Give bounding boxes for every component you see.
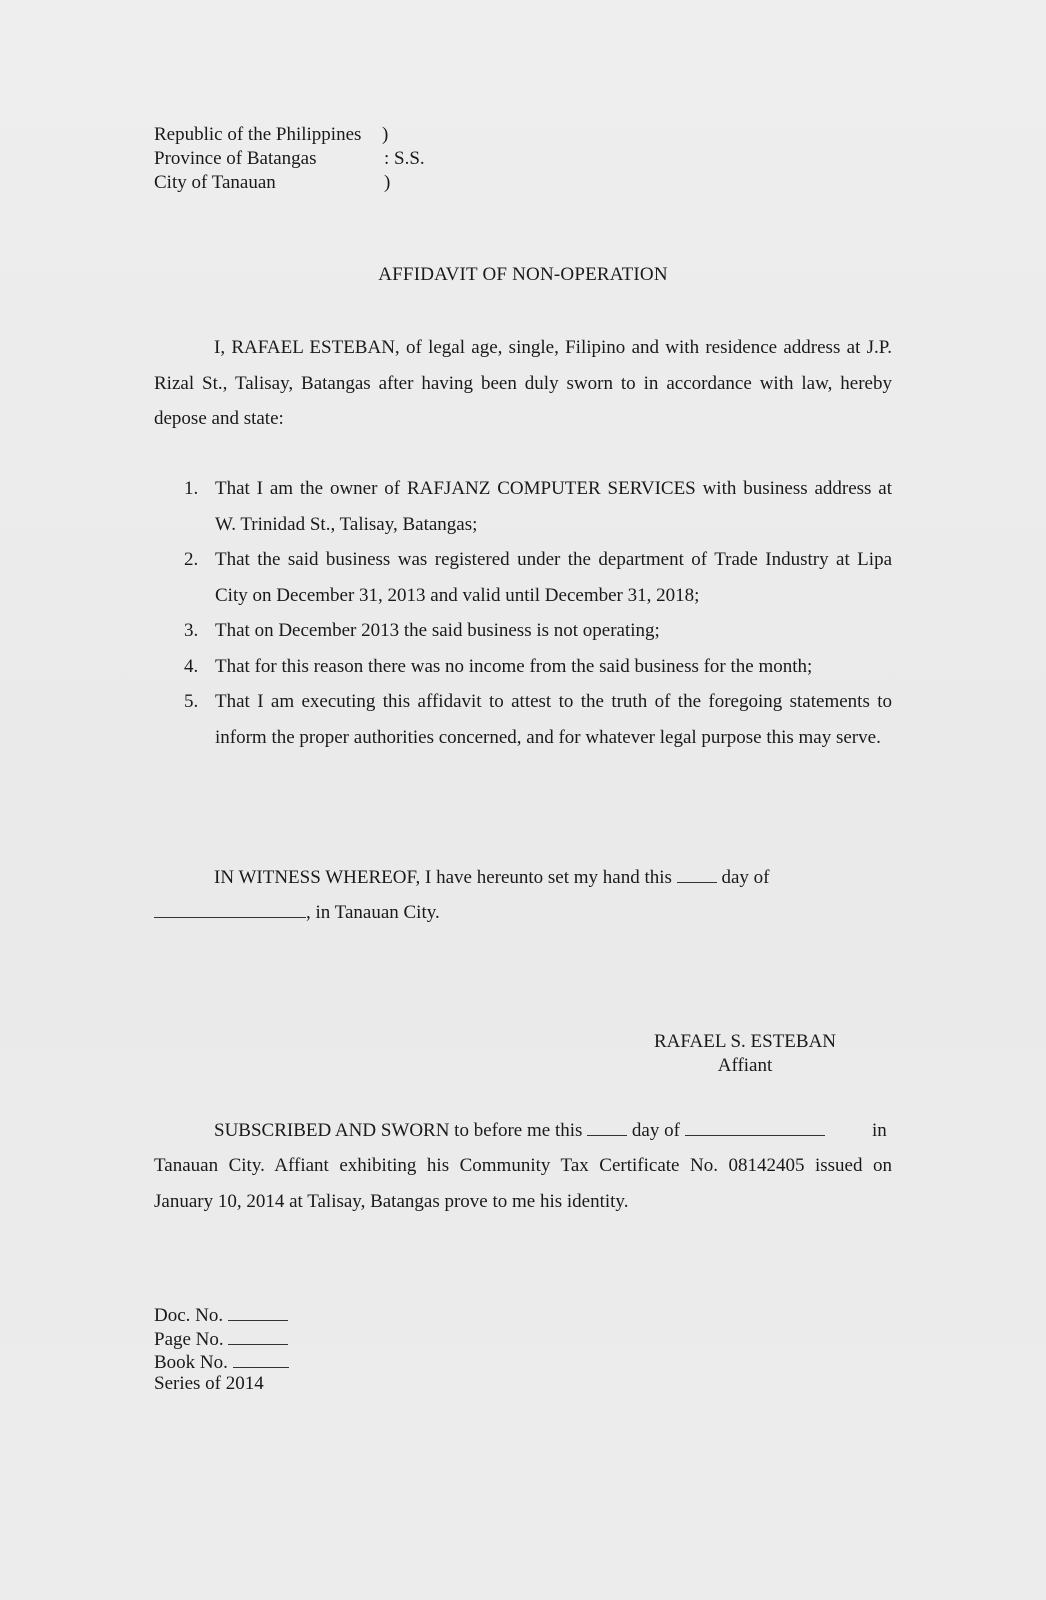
jurat-month-blank <box>685 1117 825 1136</box>
intro-paragraph: I, RAFAEL ESTEBAN, of legal age, single, Filipino and with residence address at J.P. Rizal St., Talisay, Batangas after having been duly sworn to in accordance with law, hereby depose and state: <box>154 337 892 429</box>
venue-mark: ) <box>382 124 389 145</box>
affiant-role: Affiant <box>717 1055 773 1076</box>
statement-list <box>154 471 892 755</box>
jurat-day-blank <box>587 1117 627 1136</box>
day-blank <box>677 864 717 883</box>
doc-no-blank <box>228 1302 288 1321</box>
witness-line-2 <box>154 895 440 931</box>
venue-line-republic <box>154 123 454 147</box>
venue-line-province <box>154 147 454 171</box>
venue-label: Republic of the Philippines <box>154 124 362 145</box>
book-no-line <box>154 1349 289 1373</box>
affiant-name: RAFAEL S. ESTEBAN <box>653 1031 837 1052</box>
witness-text-2: day of <box>721 867 770 888</box>
statement-number: 5. <box>184 691 199 712</box>
doc-no-line <box>154 1302 288 1326</box>
venue-line-city <box>154 171 454 195</box>
page-no-label: Page No. <box>154 1329 224 1350</box>
statement-item <box>154 613 892 649</box>
jurat-paragraph: Tanauan City. Affiant exhibiting his Community Tax Certificate No. 08142405 issued on January 10, 2014 at Talisay, Batangas prove to me his identity. <box>154 1155 892 1212</box>
statement-item <box>154 471 892 542</box>
venue-label: City of Tanauan <box>154 172 276 193</box>
venue-mark: ) <box>384 172 391 193</box>
statement-text: That for this reason there was no income from the said business for the month; <box>215 655 813 677</box>
venue-label: Province of Batangas <box>154 148 317 169</box>
statement-item <box>154 684 892 755</box>
statement-item <box>154 649 892 685</box>
jurat-text-1: SUBSCRIBED AND SWORN to before me this <box>214 1120 583 1141</box>
venue-mark: : S.S. <box>384 148 425 169</box>
jurat-text-2: day of <box>631 1120 680 1141</box>
doc-no-label: Doc. No. <box>154 1305 224 1326</box>
book-no-label: Book No. <box>154 1352 228 1373</box>
statement-number: 1. <box>184 478 199 499</box>
statement-number: 4. <box>184 655 199 677</box>
statement-text: That I am the owner of RAFJANZ COMPUTER SERVICES with business address at W. Trinidad St., Talisay, Batangas; <box>215 478 892 535</box>
page-no-line <box>154 1326 288 1350</box>
statement-item <box>154 542 892 613</box>
witness-text-3: , in Tanauan City. <box>306 902 440 923</box>
book-no-blank <box>233 1349 289 1368</box>
jurat-line-1 <box>214 1113 825 1149</box>
statement-text: That the said business was registered under the department of Trade Industry at Lipa City on December 31, 2013 and valid until December 31, 2018; <box>215 549 892 606</box>
statement-number: 2. <box>184 549 199 570</box>
series-line: Series of 2014 <box>154 1373 264 1394</box>
statement-text: That on December 2013 the said business is not operating; <box>215 620 660 641</box>
document-title: AFFIDAVIT OF NON-OPERATION <box>378 264 668 285</box>
page-no-blank <box>228 1326 288 1345</box>
witness-paragraph <box>154 860 892 896</box>
statement-number: 3. <box>184 620 199 641</box>
witness-text-1: IN WITNESS WHEREOF, I have hereunto set my hand this <box>214 867 672 888</box>
statement-text: That I am executing this affidavit to attest to the truth of the foregoing statements to inform the proper authorities concerned, and for whatever legal purpose this may serve. <box>215 691 892 748</box>
jurat-in: in <box>872 1120 887 1141</box>
month-blank <box>154 899 306 918</box>
affiant-signature-block <box>600 1030 890 1078</box>
